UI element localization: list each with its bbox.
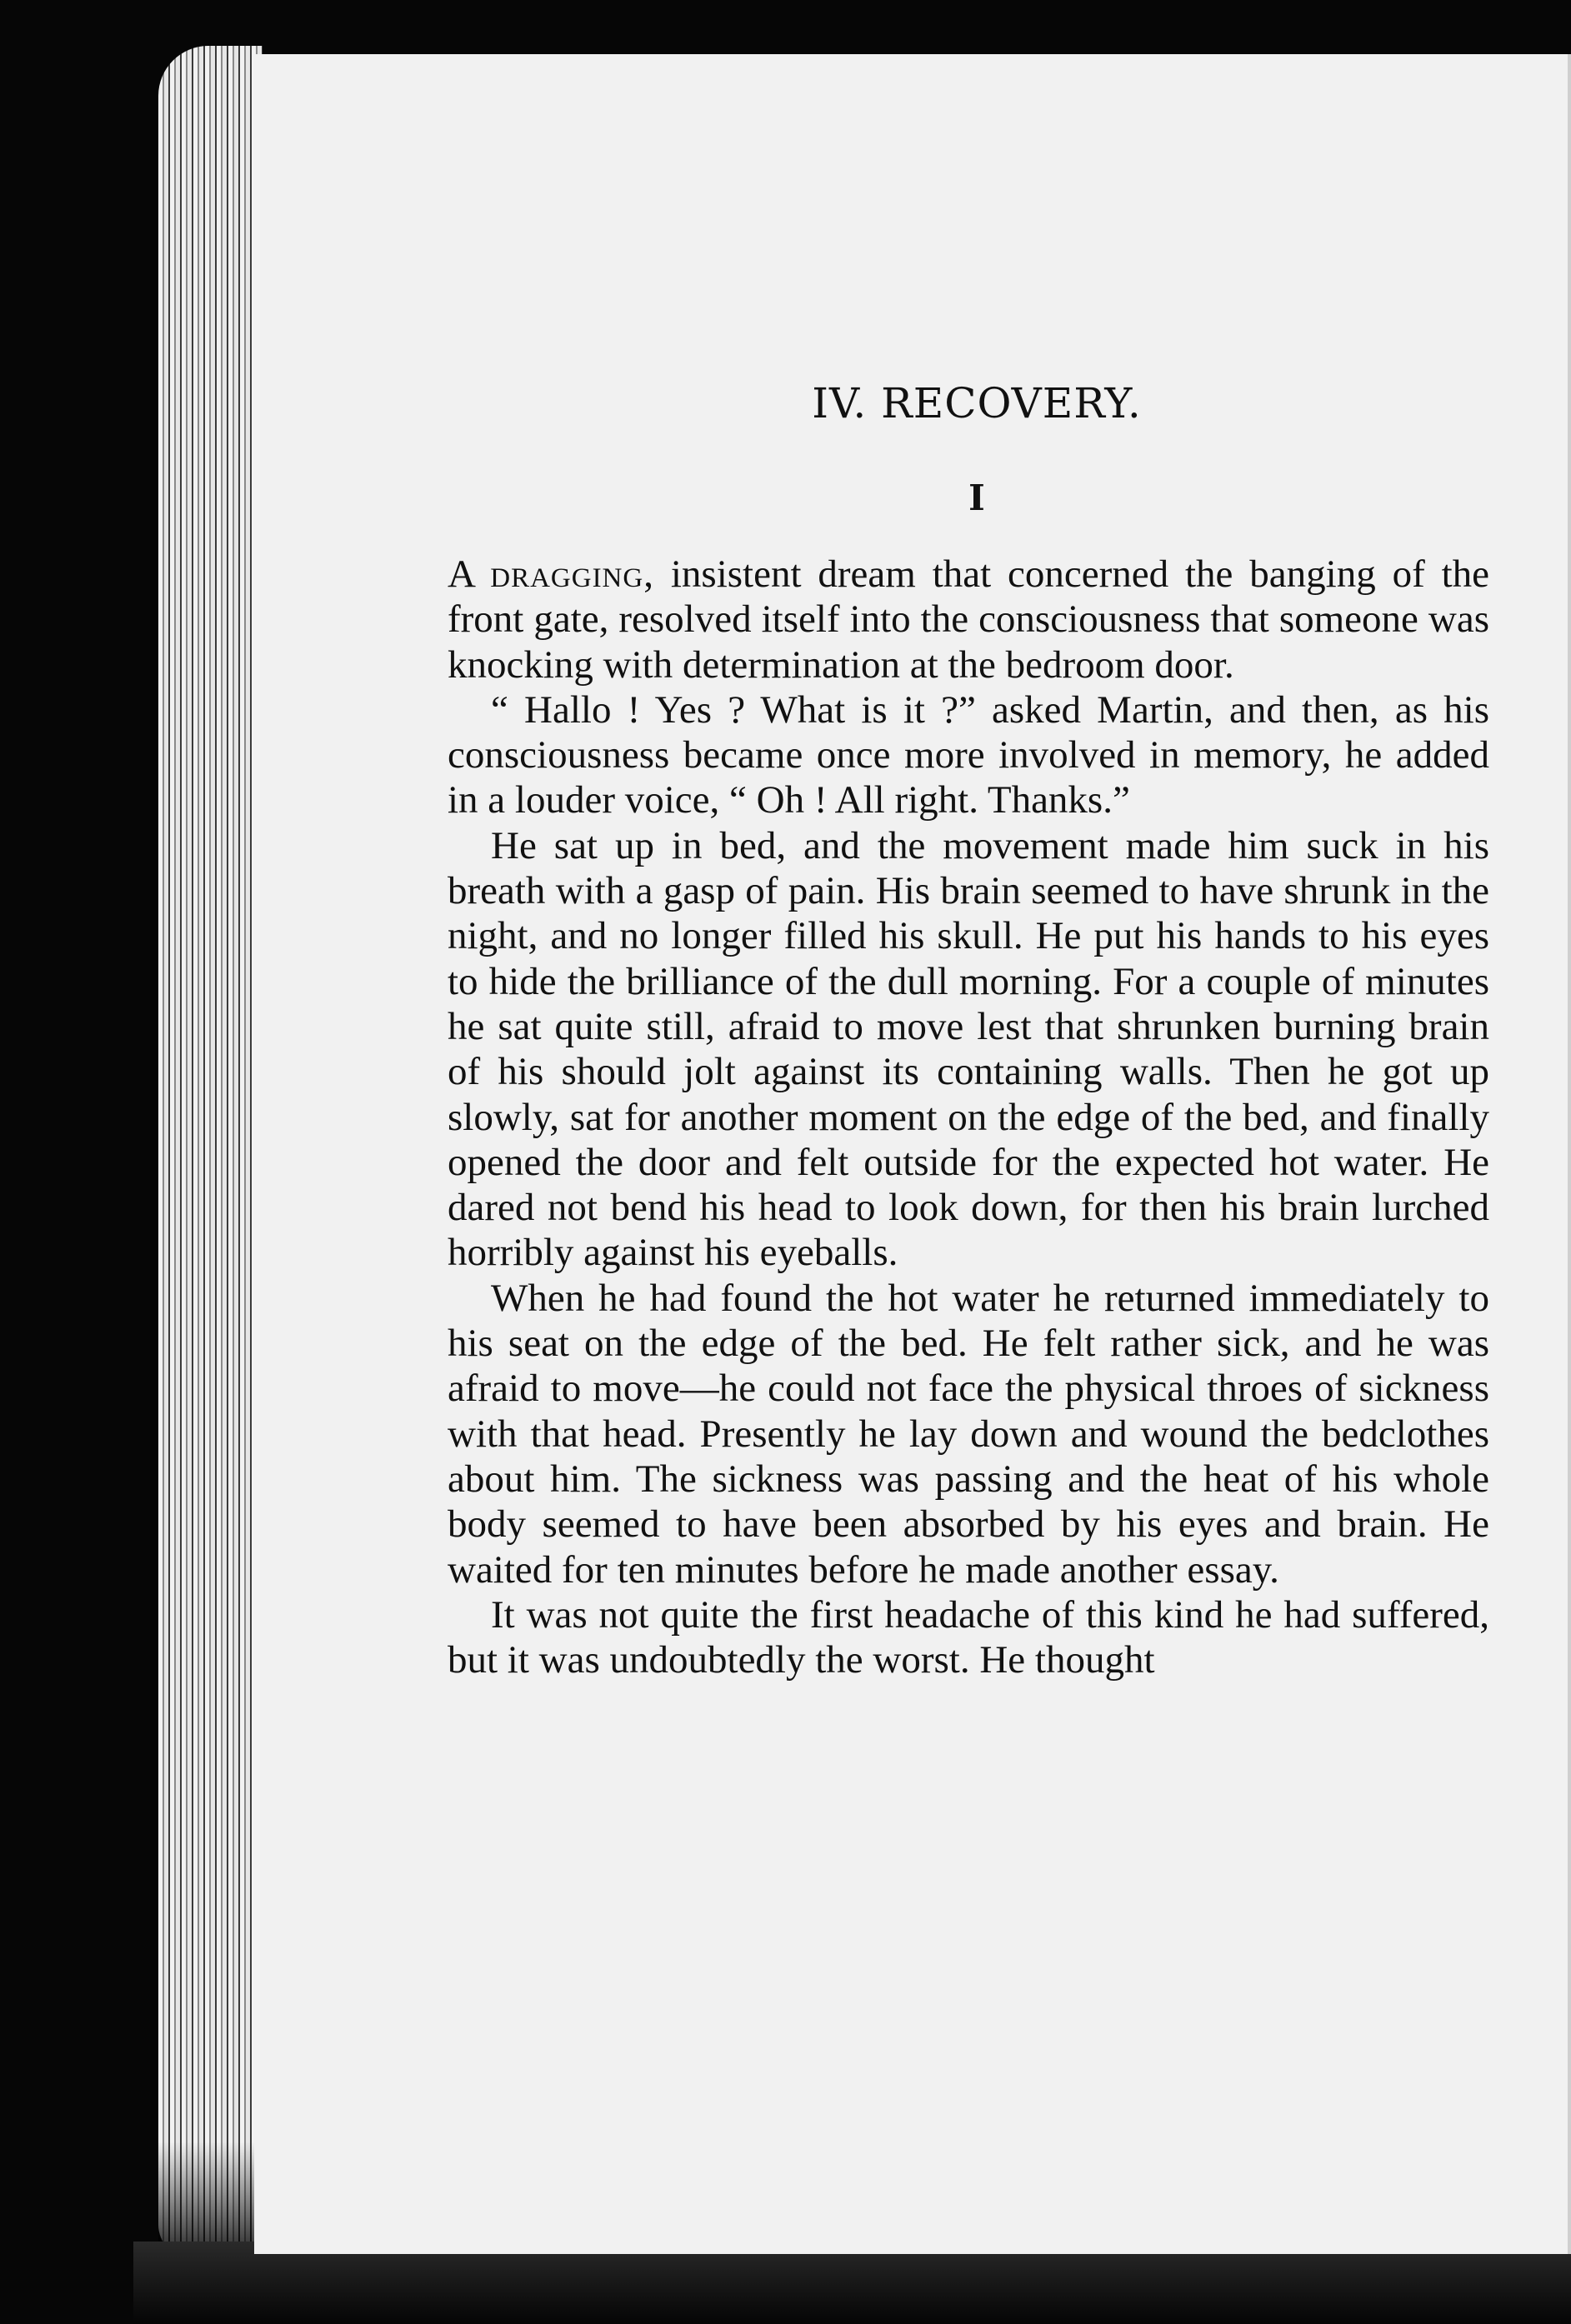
paragraph-1-text: insistent dream that concerned the banging of the front gate, resolved itself into the consciousness that someone was knocking with determination at the bedroom door. — [448, 552, 1490, 687]
book-page-edges — [158, 46, 263, 2258]
page-text-block — [448, 379, 1489, 1682]
paragraph-3: He sat up in bed, and the movement made him suck in his breath with a gasp of pain. His brain seemed to have shrunk in the night, and no longer filled his skull. He put his hands to his eyes to hide the brilliance of the dull morning. For a couple of minutes he sat quite still, afraid to move lest that shrunken burning brain of his should jolt against its containing walls. Then he got up slowly, sat for another moment on the edge of the bed, and finally opened the door and felt outside for the expected hot water. He dared not bend his head to look down, for then his brain lurched horribly against his eyeballs. — [448, 823, 1489, 1275]
lead-smallcaps: dragging, — [490, 552, 654, 596]
chapter-title: IV. RECOVERY. — [812, 379, 1142, 427]
paragraph-4: When he had found the hot water he returned immediately to his seat on the edge of the bed. He felt rather sick, and he was afraid to move—he could not face the physical throes of sickness with that head. Presently he lay down and wound the bedclothes about him. The sickness was passing and the heat of his whole body seemed to have been absorbed by his eyes and brain. He waited for ten minutes before he made another essay. — [448, 1276, 1489, 1592]
lead-letter: A — [448, 552, 474, 596]
section-number: I — [968, 477, 985, 518]
paragraph-5: It was not quite the first headache of this kind he had suffered, but it was undoubtedly the worst. He thought — [448, 1592, 1489, 1682]
paragraph-1 — [448, 552, 1489, 687]
paragraph-2: “ Hallo ! Yes ? What is it ?” asked Martin, and then, as his consciousness became once more involved in memory, he added in a louder voice, “ Oh ! All right. Thanks.” — [448, 687, 1489, 822]
